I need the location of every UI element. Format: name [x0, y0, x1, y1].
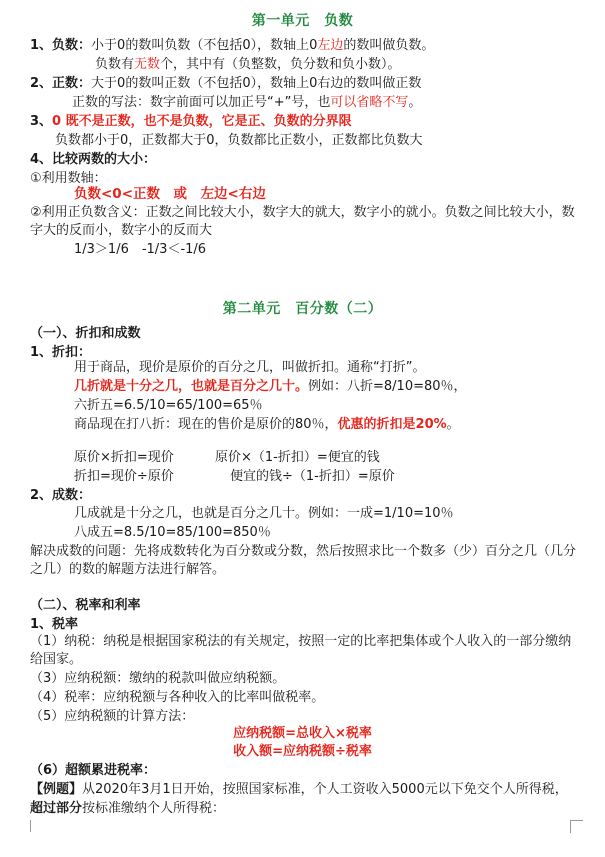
text: 小于0的数叫负数（不包括0），数轴上0	[91, 38, 318, 53]
discount-example: 六折五=6.5/10=65/100=65％	[74, 398, 263, 413]
unit2-title: 第二单元 百分数（二）	[222, 301, 383, 317]
text: 例如：八折=8/10=80％，	[308, 379, 467, 394]
discount-savings	[74, 416, 460, 434]
highlight: 超过部分	[30, 801, 83, 816]
negative-number-types	[95, 56, 401, 74]
tax-rate-definition: （4）税率：应纳税额与各种收入的比率叫做税率。	[30, 690, 325, 705]
text: 大于0的数叫正数（不包括0），数轴上0右边的数叫做正数	[91, 76, 422, 91]
positive-number-notation	[72, 94, 421, 112]
formula-current-price: 原价×折扣=现价	[74, 450, 174, 465]
unit1-title: 第一单元 负数	[251, 13, 354, 29]
chengshu-method: 解决成数的问题：先将成数转化为百分数或分数，然后按照求比一个数多（少）百分之几（几分之几）的数的解题方法进行解答。	[30, 544, 577, 577]
text: 按标准缴纳个人所得税：	[82, 801, 226, 816]
zero-boundary	[30, 113, 352, 131]
crop-mark	[18, 820, 31, 832]
tax-and-interest-head: （二）、税率和利率	[30, 598, 141, 613]
text: 个，其中有（负整数，负分数和负小数）。	[160, 57, 401, 72]
text: 正数之间比较大小，数字大的就大，数字小的就小。负数之间比较大小，数字大的反而小，数字小的反而大	[30, 205, 575, 238]
discount-meaning	[74, 378, 467, 396]
chengshu-head: 2、成数：	[30, 488, 92, 503]
negative-number-definition	[30, 37, 434, 55]
section-head: 1、负数：	[30, 38, 92, 53]
positive-number-definition	[30, 75, 421, 93]
highlight: 0 既不是正数，也不是负数，它是正、负数的分界限	[52, 114, 352, 129]
chengshu-example: 八成五=8.5/10=85/100=850％	[74, 525, 271, 540]
text: 。	[408, 95, 422, 110]
text: 。	[446, 417, 460, 432]
method-meaning	[30, 204, 582, 239]
highlight: 优惠的折扣是20%	[337, 417, 447, 432]
text: 商品现在打八折：现在的售价是原价的80％，	[74, 417, 338, 432]
crop-mark	[570, 820, 583, 833]
text: 从2020年3月1日开始，按照国家标准，个人工资收入5000元以下免交个人所得税，	[82, 782, 568, 797]
tax-definition: （1）纳税：纳税是根据国家税法的有关规定，按照一定的比率把集体或个人收入的一部分缴纳给国家。	[30, 634, 572, 667]
comparison-example: 1/3＞1/6 -1/3＜-1/6	[74, 242, 207, 257]
text: ②利用正负数含义：	[30, 205, 146, 220]
text: 负数有	[95, 57, 135, 72]
discount-definition: 用于商品，现价是原价的百分之几，叫做折扣。通称“打折”。	[74, 360, 426, 375]
formula-discount: 折扣=现价÷原价	[74, 469, 174, 484]
example-line-2	[30, 800, 225, 818]
tax-rate-head: 1、税率	[30, 617, 79, 632]
chengshu-definition: 几成就是十分之几，也就是百分之几十。例如：一成=1/10=10％	[74, 506, 454, 521]
progressive-tax-head: （6）超额累进税率：	[30, 763, 157, 778]
text: 的数叫做负数。	[343, 38, 435, 53]
example-line-1	[30, 781, 568, 799]
discount-and-chengshu-head: （一）、折扣和成数	[30, 326, 141, 341]
formula-original-price: 便宜的钱÷（1-折扣）=原价	[230, 469, 395, 484]
discount-head: 1、折扣：	[30, 345, 92, 360]
formula-tax-payable: 应纳税额=总收入×税率	[233, 726, 372, 741]
compare-two-numbers-head: 4、比较两数的大小：	[30, 152, 157, 167]
tax-calculation-head: （5）应纳税额的计算方法：	[30, 709, 195, 724]
highlight: 无数	[134, 57, 161, 72]
section-head: 3、	[30, 114, 53, 129]
number-line-rule: 负数<0<正数 或 左边<右边	[74, 186, 266, 202]
example-label: 【例题】	[30, 782, 83, 797]
section-head: 2、正数：	[30, 76, 92, 91]
highlight: 可以省略不写	[330, 95, 409, 110]
highlight: 几折就是十分之几，也就是百分之几十。	[74, 379, 309, 394]
sign-comparison-rule: 负数都小于0，正数都大于0，负数都比正数小，正数都比负数大	[55, 133, 423, 148]
highlight: 左边	[317, 38, 344, 53]
text: 正数的写法：数字前面可以加正号“+”号，也	[72, 95, 331, 110]
method-number-line: ①利用数轴：	[30, 171, 107, 186]
tax-payable-definition: （3）应纳税额：缴纳的税款叫做应纳税额。	[30, 671, 286, 686]
formula-income: 收入额=应纳税额÷税率	[233, 744, 372, 759]
formula-saved-money: 原价×（1-折扣）=便宜的钱	[215, 450, 380, 465]
